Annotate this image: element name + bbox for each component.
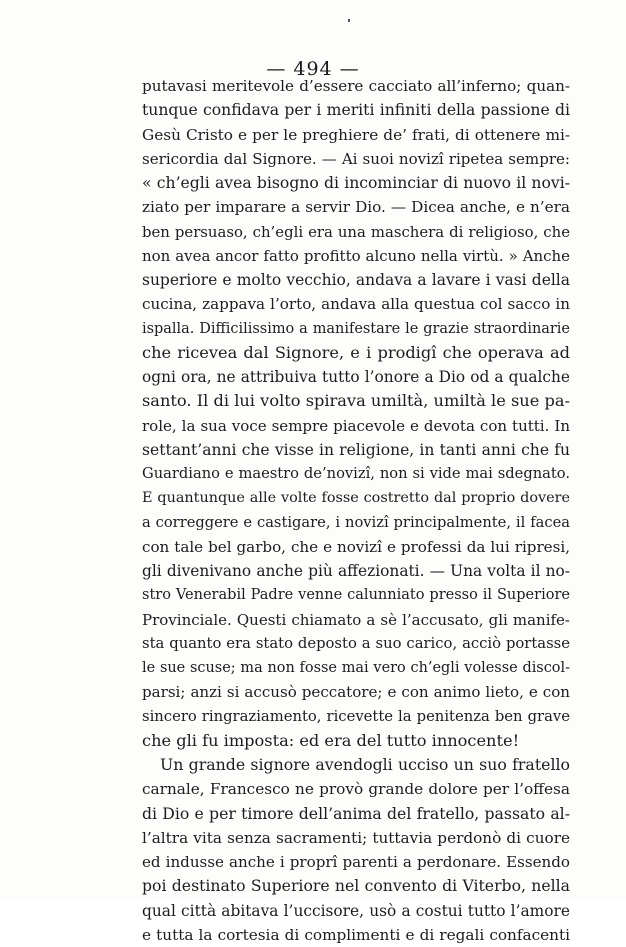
text-line: E quantunque alle volte fosse costretto dal proprio dovere [142, 490, 570, 507]
text-line: superiore e molto vecchio, andava a lavare i vasi della [142, 271, 570, 289]
page-number: — 494 — [266, 58, 360, 80]
text-line: che gli fu imposta: ed era del tutto innocente! [142, 730, 520, 750]
text-line: santo. Il di lui volto spirava umiltà, umiltà le sue pa- [142, 391, 570, 411]
text-line: non avea ancor fatto profitto alcuno nella virtù. » Anche [142, 246, 570, 265]
text-line: ziato per imparare a servir Dio. — Dicea anche, e n’era [142, 198, 570, 217]
text-line: ed indusse anche i proprî parenti a perdonare. Essendo [142, 853, 570, 871]
text-line: role, la sua voce sempre piacevole e devota con tutti. In [142, 416, 570, 435]
text-line: settant’anni che visse in religione, in tanti anni che fu [142, 440, 570, 459]
text-line: parsi; anzi si accusò peccatore; e con animo lieto, e con [142, 683, 570, 702]
text-line: ispalla. Difficilissimo a manifestare le grazie straordinarie [142, 320, 570, 337]
text-line: putavasi meritevole d’essere cacciato all’inferno; quan- [142, 77, 570, 95]
speck-mark [348, 19, 350, 22]
text-line: sincero ringraziamento, ricevette la penitenza ben grave [142, 707, 570, 725]
text-line: sericordia dal Signore. — Ai suoi novizî ripetea sempre: [142, 149, 570, 168]
text-line: con tale bel garbo, che e novizî e professi da lui ripresi, [142, 537, 570, 556]
text-line: « ch’egli avea bisogno di incominciar di nuovo il novi- [142, 173, 570, 192]
text-line: carnale, Francesco ne provò grande dolore per l’offesa [142, 780, 570, 799]
text-line: ogni ora, ne attribuiva tutto l’onore a Dio od a qualche [142, 368, 570, 386]
text-line: e tutta la cortesia di complimenti e di regali confacenti [142, 925, 570, 944]
body-text [142, 74, 570, 947]
text-line: sta quanto era stato deposto a suo carico, acciò portasse [142, 634, 570, 652]
text-line: Provinciale. Questi chiamato a sè l’accusato, gli manife- [142, 610, 570, 629]
text-line: poi destinato Superiore nel convento di Viterbo, nella [142, 876, 570, 896]
text-line: a correggere e castigare, i novizî principalmente, il facea [142, 513, 570, 531]
text-line: l’altra vita senza sacramenti; tuttavia perdonò di cuore [142, 828, 570, 847]
text-line: tunque confidava per i meriti infiniti della passione di [142, 100, 570, 120]
text-line: cucina, zappava l’orto, andava alla questua col sacco in [142, 295, 570, 314]
text-line: le sue scuse; ma non fosse mai vero ch’egli volesse discol- [142, 660, 570, 676]
text-line: ben persuaso, ch’egli era una maschera di religioso, che [142, 222, 570, 241]
text-line: Gesù Cristo e per le preghiere de’ frati, di ottenere mi- [142, 125, 570, 144]
text-line: di Dio e per timore dell’anima del fratello, passato al- [142, 803, 570, 823]
text-line: Guardiano e maestro de’novizî, non si vide mai sdegnato. [142, 465, 570, 482]
text-line: Un grande signore avendogli ucciso un suo fratello [160, 755, 570, 774]
text-line: stro Venerabil Padre venne calunniato presso il Superiore [142, 587, 570, 604]
text-line: qual città abitava l’uccisore, usò a costui tutto l’amore [142, 901, 570, 920]
text-line: che ricevea dal Signore, e i prodigî che operava ad [142, 342, 570, 362]
text-line: gli divenivano anche più affezionati. — Una volta il no- [142, 562, 570, 580]
